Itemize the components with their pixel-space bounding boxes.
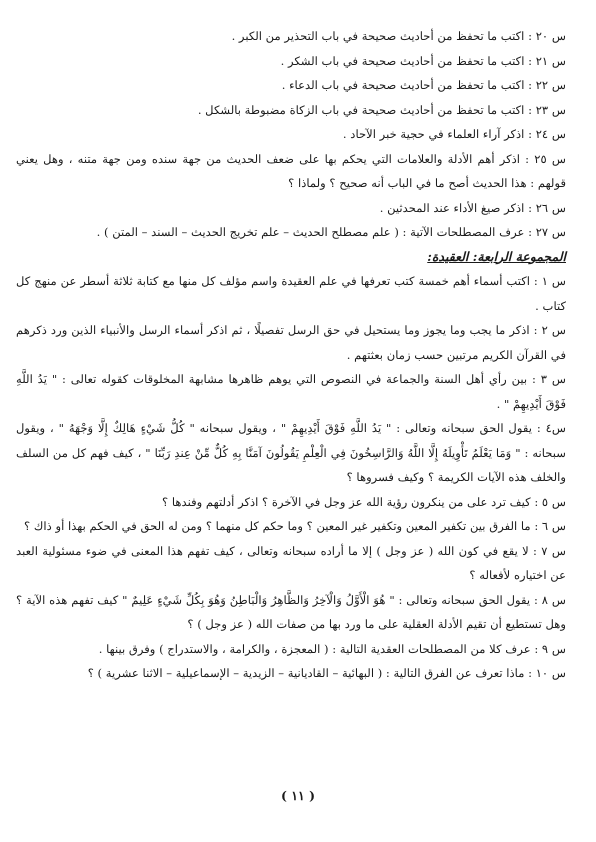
question-25: س ٢٥ : اذكر أهم الأدلة والعلامات التي يحكم بها على ضعف الحديث من جهة سنده ومن جهة متنه ، وهل يعني قولهم : هذا الحديث أصح ما في الباب أنه صحيح ؟ ولماذا ؟ [16, 151, 566, 190]
document-page [16, 24, 566, 686]
question-22: س ٢٢ : اكتب ما تحفظ من أحاديث صحيحة في باب الدعاء . [281, 78, 566, 92]
question-23: س ٢٣ : اكتب ما تحفظ من أحاديث صحيحة في باب الزكاة مضبوطة بالشكل . [197, 102, 566, 117]
question-5: س ٥ : كيف ترد على من ينكرون رؤية الله عز وجل في الآخرة ؟ اذكر أدلتهم وفندها ؟ [162, 494, 566, 509]
page-number: ( ١١ ) [281, 788, 315, 803]
question-26: س ٢٦ : اذكر صيغ الأداء عند المحدثين . [379, 200, 566, 215]
question-7: س ٧ : لا يقع في كون الله ( عز وجل ) إلا ما أراده سبحانه وتعالى ، كيف تفهم هذا المعنى في ضوء مسئولية العبد عن اختياره لأفعاله ؟ [16, 543, 566, 582]
question-21: س ٢١ : اكتب ما تحفظ من أحاديث صحيحة في باب الشكر . [280, 53, 566, 68]
question-4: س٤ : يقول الحق سبحانه وتعالى : " يَدُ اللَّهِ فَوْقَ أَيْدِيهِمْ " ، ويقول سبحانه " كُلُّ شَيْءٍ هَالِكٌ إِلَّا وَجْهَهُ " ، ويقول سبحانه : " وَمَا يَعْلَمُ تَأْوِيلَهُ إِلَّا اللَّهُ وَالرَّاسِخُونَ فِي الْعِلْمِ يَقُولُونَ آمَنَّا بِهِ كُلٌّ مِّنْ عِندِ رَبِّنَا " ، كيف فهم كل من السلف والخلف هذه الآيات الكريمة ؟ وكيف فسروها ؟ [16, 421, 566, 484]
question-8: س ٨ : يقول الحق سبحانه وتعالى : " هُوَ الْأَوَّلُ وَالْآخِرُ وَالظَّاهِرُ وَالْبَاطِنُ وَهُوَ بِكُلِّ شَيْءٍ عَلِيمٌ " كيف تفهم هذه الآية ؟ وهل تستطيع أن تقيم الأدلة العقلية على ما ورد بها من صفات الله ( عز وجل ) ؟ [16, 592, 566, 631]
question-24: س ٢٤ : اذكر آراء العلماء في حجية خبر الآحاد . [342, 127, 566, 141]
question-27: س ٢٧ : عرف المصطلحات الآتية : ( علم مصطلح الحديث – علم تخريج الحديث – السند – المتن ) . [96, 225, 566, 239]
section-heading: المجموعة الرابعة: العقيدة: [427, 248, 566, 264]
question-1: س ١ : اكتب أسماء أهم خمسة كتب تعرفها في علم العقيدة واسم مؤلف كل منها مع كتابة ثلاثة أسطر عن منهج كل كتاب . [16, 274, 567, 313]
question-10: س ١٠ : ماذا تعرف عن الفرق التالية : ( البهائية – القاديانية – الزيدية – الإسماعيلية – الاثنا عشرية ) ؟ [87, 666, 566, 680]
question-6: س ٦ : ما الفرق بين تكفير المعين وتكفير غير المعين ؟ وما حكم كل منهما ؟ ومن له الحق في الحكم بهذا أو ذاك ؟ [24, 519, 566, 533]
question-9: س ٩ : عرف كلا من المصطلحات العقدية التالية : ( المعجزة ، والكرامة ، والاستدراج ) وفرق بينها . [98, 641, 566, 656]
question-2: س ٢ : اذكر ما يجب وما يجوز وما يستحيل في حق الرسل تفصيلًا ، ثم اذكر أسماء الرسل والأنبياء الذين ورد ذكرهم في القرآن الكريم مرتبين حسب زمان بعثتهم . [16, 323, 566, 362]
question-3: س ٣ : بين رأي أهل السنة والجماعة في النصوص التي يوهم ظاهرها مشابهة المخلوقات كقوله تعالى : " يَدُ اللَّهِ فَوْقَ أَيْدِيهِمْ " . [16, 372, 566, 411]
question-20: س ٢٠ : اكتب ما تحفظ من أحاديث صحيحة في باب التحذير من الكبر . [231, 29, 566, 43]
